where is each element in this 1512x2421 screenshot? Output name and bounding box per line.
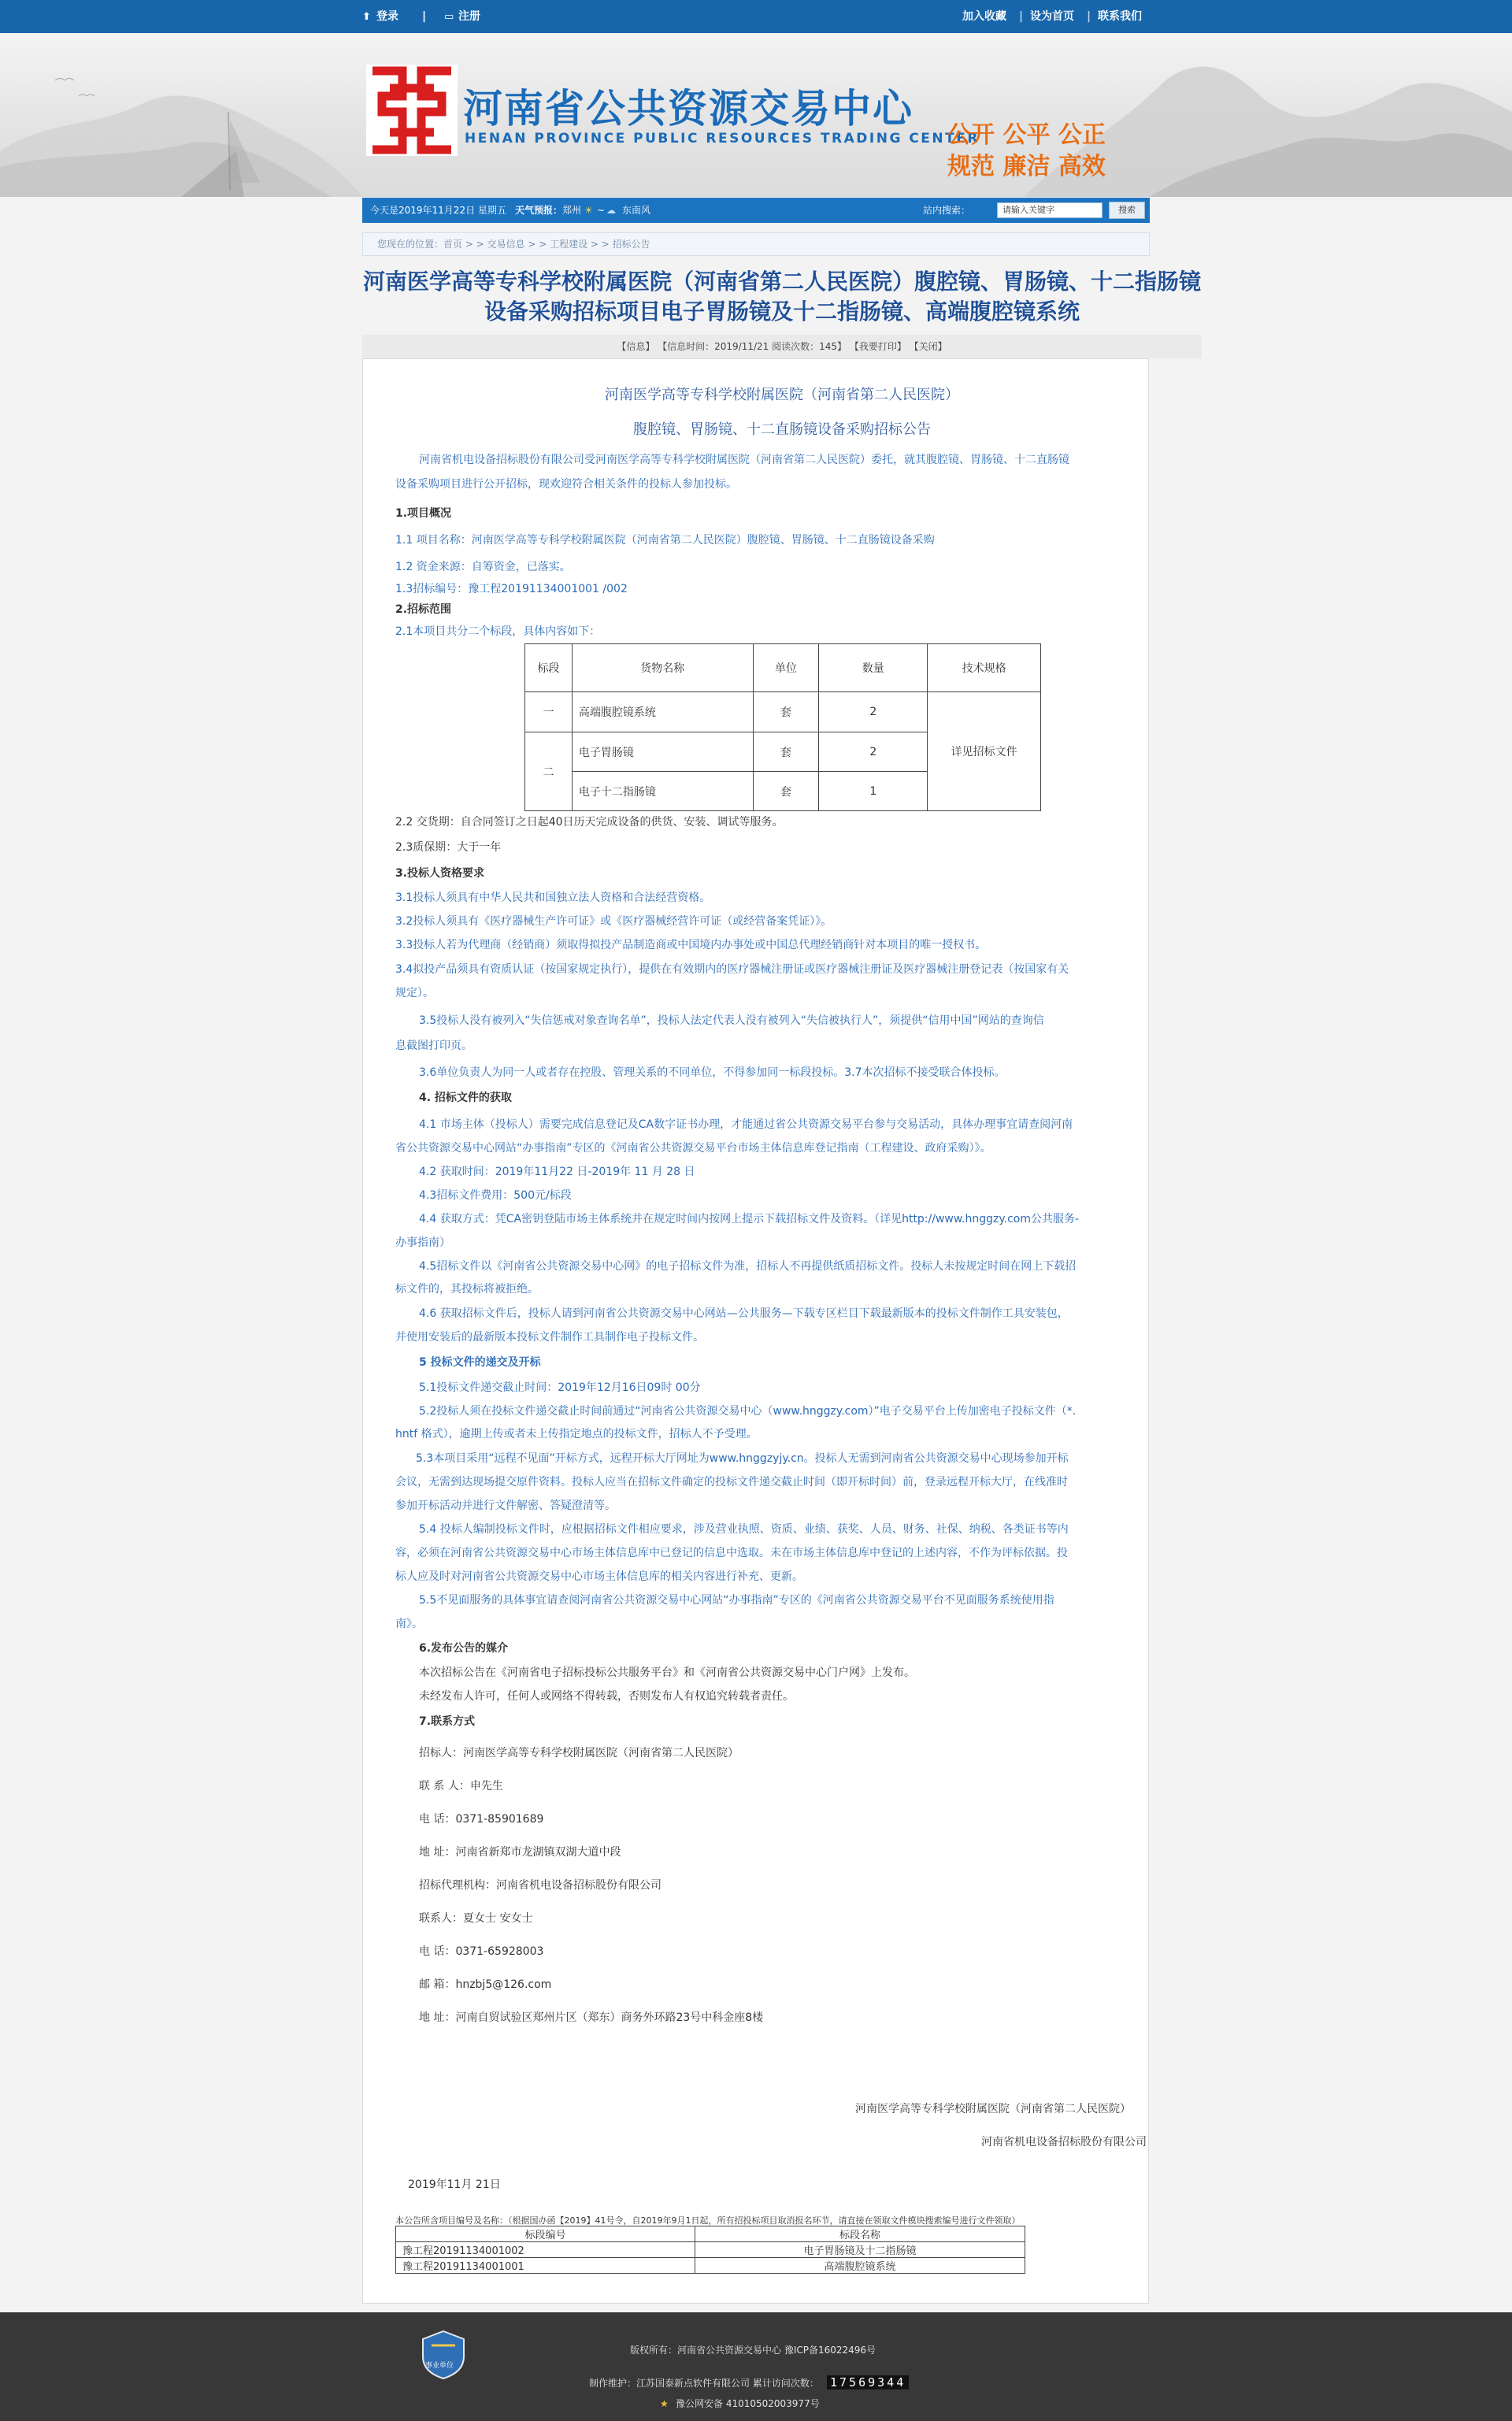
weather-city: 郑州 bbox=[562, 205, 582, 216]
contact-link[interactable]: 联系我们 bbox=[1098, 10, 1142, 23]
breadcrumb[interactable]: 您现在的位置：首页 > > 交易信息 > > 工程建设 > > 招标公告 bbox=[362, 232, 1150, 256]
paragraph-line: 4.2 获取时间：2019年11月22 日-2019年 11 月 28 日 bbox=[419, 1166, 695, 1178]
table-header: 标段名称 bbox=[695, 2226, 1025, 2242]
paragraph-line: 会议，无需到达现场提交原件资料。投标人应当在招标文件确定的投标文件递交截止时间（即开标时间）前，登录远程开标大厅，在线准时 bbox=[395, 1476, 1068, 1489]
section-heading: 2.招标范围 bbox=[395, 603, 452, 616]
public-institution-badge-icon[interactable] bbox=[421, 2330, 466, 2380]
section-heading: 6.发布公告的媒介 bbox=[419, 1642, 509, 1655]
police-record[interactable]: 豫公网安备 41010502003977号 bbox=[676, 2398, 820, 2409]
table-cell: 1 bbox=[819, 772, 928, 811]
logo-english-name: HENAN PROVINCE PUBLIC RESOURCES TRADING CENTER bbox=[465, 131, 980, 146]
add-favorite-link[interactable]: 加入收藏 bbox=[962, 10, 1006, 23]
table-header: 货物名称 bbox=[572, 644, 753, 692]
table-cell: 豫工程20191134001002 bbox=[396, 2242, 695, 2258]
signature-line: 河南省机电设备招标股份有限公司 bbox=[981, 2136, 1147, 2148]
table-header: 标段 bbox=[525, 644, 573, 692]
site-header bbox=[0, 33, 1512, 197]
table-cell: 套 bbox=[753, 732, 819, 772]
paragraph-line: 3.2投标人须具有《医疗器械生产许可证》或《医疗器械经营许可证（或经营备案凭证）》。 bbox=[395, 915, 832, 928]
contact-line: 联系人：夏女士 安女士 bbox=[419, 1912, 533, 1925]
contact-line: 招标人：河南医学高等专科学校附属医院（河南省第二人民医院） bbox=[419, 1747, 739, 1759]
set-homepage-link[interactable]: 设为首页 bbox=[1030, 10, 1074, 23]
lots-table bbox=[524, 643, 1041, 811]
weather-label: 天气预报： bbox=[515, 205, 563, 216]
separator: | bbox=[1019, 10, 1024, 23]
login-icon: ⬆ bbox=[362, 11, 371, 23]
copyright: 版权所有：河南省公共资源交易中心 豫ICP备16022496号 bbox=[630, 2345, 876, 2356]
table-cell: 豫工程20191134001001 bbox=[396, 2258, 695, 2274]
paragraph-line: 南》。 bbox=[395, 1618, 423, 1630]
date-line: 2019年11月 21日 bbox=[408, 2178, 501, 2191]
paragraph-line: 5.3本项目采用“远程不见面”开标方式，远程开标大厅网址为www.hnggzyjy.cn。投标人无需到河南省公共资源交易中心现场参加开标 bbox=[416, 1452, 1069, 1465]
top-nav-bar bbox=[0, 0, 1512, 33]
paragraph-line: 3.6单位负责人为同一人或者存在控股、管理关系的不同单位，不得参加同一标段投标。3.7本次招标不接受联合体投标。 bbox=[419, 1066, 1006, 1079]
paragraph-line: 本次招标公告在《河南省电子招标投标公共服务平台》和《河南省公共资源交易中心门户网》上发布。 bbox=[419, 1667, 915, 1679]
table-cell: 二 bbox=[525, 732, 573, 811]
weather-temp: ~ bbox=[597, 205, 606, 216]
paragraph-line: 4.1 市场主体（投标人）需要完成信息登记及CA数字证书办理，才能通过省公共资源交易平台参与交易活动，具体办理事宜请查阅河南 bbox=[419, 1118, 1073, 1131]
table-cell: 2 bbox=[819, 732, 928, 772]
table-header: 数量 bbox=[819, 644, 928, 692]
table-cell: 2 bbox=[819, 692, 928, 732]
section-heading: 5 投标文件的递交及开标 bbox=[419, 1356, 541, 1369]
search-input[interactable]: 请输入关键字 bbox=[997, 202, 1102, 218]
section-heading: 7.联系方式 bbox=[419, 1715, 476, 1728]
table-cell: 高端腹腔镜系统 bbox=[695, 2258, 1025, 2274]
paragraph-line: 2.3质保期：大于一年 bbox=[395, 841, 502, 854]
table-cell: 电子胃肠镜 bbox=[572, 732, 753, 772]
paragraph-line: 3.4拟投产品须具有资质认证（按国家规定执行），提供在有效期内的医疗器械注册证或医疗器械注册证及医疗器械注册登记表（按国家有关 bbox=[395, 963, 1069, 976]
site-footer bbox=[0, 2312, 1512, 2421]
paragraph-line: 并使用安装后的最新版本投标文件制作工具制作电子投标文件。 bbox=[395, 1331, 704, 1344]
paragraph-line: 5.1投标文件递交截止时间：2019年12月16日09时 00分 bbox=[419, 1381, 701, 1394]
sunny-icon: ☀ bbox=[584, 205, 593, 216]
paragraph-line: 3.3投标人若为代理商（经销商）须取得拟投产品制造商或中国境内办事处或中国总代理经销商针对本项目的唯一授权书。 bbox=[395, 939, 987, 951]
table-cell: 电子胃肠镜及十二指肠镜 bbox=[695, 2242, 1025, 2258]
current-date: 今天是2019年11月22日 星期五 bbox=[370, 205, 506, 216]
contact-line: 邮 箱：hnzbj5@126.com bbox=[419, 1978, 552, 1991]
separator: | bbox=[1087, 10, 1091, 23]
notice-heading-1: 河南医学高等专科学校附属医院（河南省第二人民医院） bbox=[605, 387, 959, 403]
table-cell: 高端腹腔镜系统 bbox=[572, 692, 753, 732]
paragraph-line: 办事指南） bbox=[395, 1236, 450, 1249]
section-heading: 1.项目概况 bbox=[395, 507, 452, 520]
logo-chinese-name: 河南省公共资源交易中心 bbox=[463, 85, 914, 132]
contact-line: 地 址：河南省新郑市龙湖镇双湖大道中段 bbox=[419, 1846, 621, 1859]
contact-line: 电 话：0371-65928003 bbox=[419, 1945, 544, 1958]
paragraph-line: 2.1本项目共分二个标段，具体内容如下： bbox=[395, 625, 601, 638]
monitor-icon: ▭ bbox=[444, 11, 454, 23]
paragraph-line: 5.2投标人须在投标文件递交截止时间前通过“河南省公共资源交易中心（www.hnggzy.com）”电子交易平台上传加密电子投标文件（*. bbox=[419, 1405, 1077, 1418]
paragraph-line: 设备采购项目进行公开招标，现欢迎符合相关条件的投标人参加投标。 bbox=[395, 478, 737, 491]
visit-counter: 17569344 bbox=[827, 2375, 909, 2389]
paragraph-line: 5.4 投标人编制投标文件时，应根据招标文件相应要求，涉及营业执照、资质、业绩、获奖、人员、财务、社保、纳税、各类证书等内 bbox=[419, 1523, 1069, 1536]
paragraph-line: hntf 格式），逾期上传或者未上传指定地点的投标文件，招标人不予受理。 bbox=[395, 1428, 758, 1440]
paragraph-line: 3.5投标人没有被列入“失信惩戒对象查询名单”，投标人法定代表人没有被列入“失信被执行人”，须提供“信用中国”网站的查询信 bbox=[419, 1014, 1044, 1027]
table-cell: 一 bbox=[525, 692, 573, 732]
paragraph-line: 4.6 获取招标文件后，投标人请到河南省公共资源交易中心网站—公共服务—下载专区栏目下载最新版本的投标文件制作工具安装包， bbox=[419, 1307, 1069, 1320]
paragraph-line: 标人应及时对河南省公共资源交易中心市场主体信息库的相关内容进行补充、更新。 bbox=[395, 1570, 803, 1583]
article-title-line-1: 河南医学高等专科学校附属医院（河南省第二人民医院）腹腔镜、胃肠镜、十二指肠镜 bbox=[362, 269, 1201, 295]
paragraph-line: 省公共资源交易中心网站“办事指南”专区的《河南省公共资源交易平台市场主体信息库登记指南（工程建设、政府采购）》。 bbox=[395, 1142, 991, 1155]
paragraph-line: 河南省机电设备招标股份有限公司受河南医学高等专科学校附属医院（河南省第二人民医院）委托，就其腹腔镜、胃肠镜、十二直肠镜 bbox=[419, 454, 1069, 466]
login-link[interactable]: ⬆ 登录 bbox=[362, 9, 398, 24]
search-button[interactable]: 搜索 bbox=[1109, 202, 1145, 219]
contact-line: 联 系 人：申先生 bbox=[419, 1780, 503, 1793]
paragraph-line: 1.3招标编号：豫工程20191134001001 /002 bbox=[395, 583, 628, 595]
paragraph-line: 标文件的，其投标将被拒绝。 bbox=[395, 1283, 539, 1296]
table-header: 标段编号 bbox=[396, 2226, 695, 2242]
contact-line: 招标代理机构：河南省机电设备招标股份有限公司 bbox=[419, 1879, 662, 1892]
contact-line: 电 话：0371-85901689 bbox=[419, 1813, 544, 1826]
table-cell: 电子十二指肠镜 bbox=[572, 772, 753, 811]
table-cell: 套 bbox=[753, 772, 819, 811]
police-emblem-icon: ★ bbox=[660, 2398, 669, 2409]
maintainer: 制作维护：江苏国泰新点软件有限公司 累计访问次数： bbox=[589, 2378, 819, 2389]
center-logo-icon bbox=[366, 65, 458, 156]
paragraph-line: 1.1 项目名称：河南医学高等专科学校附属医院（河南省第二人民医院）腹腔镜、胃肠镜、十二直肠镜设备采购 bbox=[395, 534, 935, 547]
article-title-line-2: 设备采购招标项目电子胃肠镜及十二指肠镜、高端腹腔镜系统 bbox=[484, 298, 1080, 324]
paragraph-line: 2.2 交货期：自合同签订之日起40日历天完成设备的供货、安装、调试等服务。 bbox=[395, 816, 784, 829]
paragraph-line: 容，必须在河南省公共资源交易中心市场主体信息库中已登记的信息中选取。未在市场主体信息库中登记的上述内容，不作为评标依据。投 bbox=[395, 1547, 1068, 1559]
paragraph-line: 3.1投标人须具有中华人民共和国独立法人资格和合法经营资格。 bbox=[395, 892, 711, 904]
table-cell: 详见招标文件 bbox=[928, 692, 1041, 811]
project-code-table bbox=[395, 2226, 1025, 2274]
notice-heading-2: 腹腔镜、胃肠镜、十二直肠镜设备采购招标公告 bbox=[633, 421, 931, 438]
contact-line: 地 址：河南自贸试验区郑州片区（郑东）商务外环路23号中科金座8楼 bbox=[419, 2011, 764, 2024]
cloud-icon: ☁ bbox=[606, 205, 616, 216]
weather-wind: 东南风 bbox=[622, 205, 651, 216]
paragraph-line: 未经发布人许可，任何人或网络不得转载，否则发布人有权追究转载者责任。 bbox=[419, 1690, 794, 1703]
signature-line: 河南医学高等专科学校附属医院（河南省第二人民医院） bbox=[855, 2103, 1131, 2115]
search-label: 站内搜索： bbox=[923, 205, 971, 216]
paragraph-line: 4.4 获取方式：凭CA密钥登陆市场主体系统并在规定时间内按网上提示下载招标文件及资料。（详见http://www.hnggzy.com公共服务- bbox=[419, 1213, 1080, 1225]
paragraph-line: 参加开标活动并进行文件解密、答疑澄清等。 bbox=[395, 1500, 616, 1512]
separator: | bbox=[422, 10, 427, 23]
slogan-line-2: 规范 廉洁 高效 bbox=[947, 153, 1106, 180]
table-header: 技术规格 bbox=[928, 644, 1041, 692]
bottom-note: 本公告所含项目编号及名称：（根据国办函【2019】41号令，自2019年9月1日起，所有招投标项目取消报名环节，请直接在领取文件模块搜索编号进行文件领取） bbox=[395, 2215, 1021, 2226]
article-meta: 【信息】 【信息时间：2019/11/21 阅读次数：145】 【我要打印】 【关闭】 bbox=[362, 335, 1202, 358]
section-heading: 4. 招标文件的获取 bbox=[419, 1092, 512, 1104]
paragraph-line: 5.5不见面服务的具体事宜请查阅河南省公共资源交易中心网站“办事指南”专区的《河南省公共资源交易平台不见面服务系统使用指 bbox=[419, 1594, 1054, 1607]
paragraph-line: 规定）。 bbox=[395, 987, 434, 999]
register-link[interactable]: ▭ 注册 bbox=[444, 9, 480, 24]
paragraph-line: 4.3招标文件费用：500元/标段 bbox=[419, 1189, 572, 1202]
paragraph-line: 4.5招标文件以《河南省公共资源交易中心网》的电子招标文件为准，招标人不再提供纸质招标文件。投标人未按规定时间在网上下载招 bbox=[419, 1260, 1077, 1273]
paragraph-line: 息截图打印页。 bbox=[395, 1040, 472, 1052]
table-cell: 套 bbox=[753, 692, 819, 732]
slogan-line-1: 公开 公平 公正 bbox=[947, 121, 1106, 149]
table-header: 单位 bbox=[753, 644, 819, 692]
section-heading: 3.投标人资格要求 bbox=[395, 867, 485, 880]
badge-label: 事业单位 bbox=[425, 2362, 454, 2370]
paragraph-line: 1.2 资金来源：自筹资金，已落实。 bbox=[395, 561, 571, 573]
